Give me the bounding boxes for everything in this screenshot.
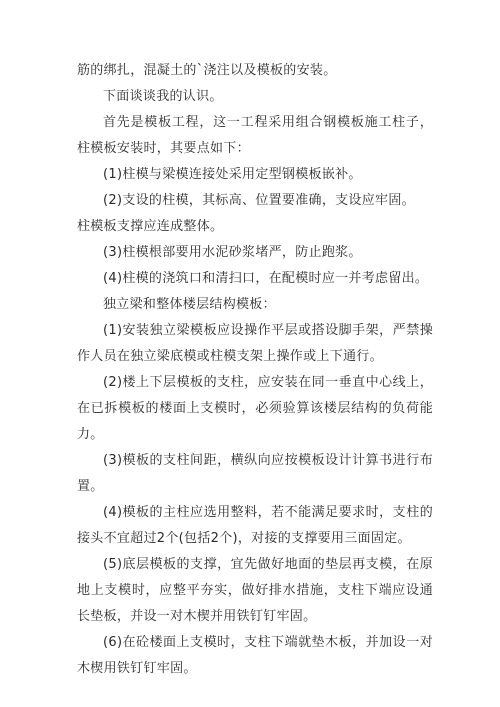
paragraph-3: 首先是模板工程，这一工程采用组合钢模板施工柱子，柱模板安装时，其要点如下： bbox=[77, 115, 433, 156]
paragraph-11: (2)楼上下层模板的支柱，应安装在同一垂直中心线上，在已拆模板的楼面上支模时，必须验算该楼层结构的负荷能力。 bbox=[77, 375, 433, 442]
paragraph-2: 下面谈谈我的认识。 bbox=[103, 89, 223, 104]
paragraph-4: (1)柱模与梁模连接处采用定型钢模板嵌补。 bbox=[103, 167, 362, 182]
paragraph-5: (2)支设的柱模，其标高、位置要准确，支设应牢固。 bbox=[103, 193, 415, 208]
document-body bbox=[77, 58, 433, 682]
paragraph-13: (4)模板的主柱应选用整料，若不能满足要求时，支柱的接头不宜超过2个(包括2个)，对接的支撑要用三面固定。 bbox=[77, 505, 433, 546]
paragraph-15: (6)在砼楼面上支模时，支柱下端就垫木板，并加设一对木楔用铁钉钉牢固。 bbox=[77, 635, 433, 676]
paragraph-9: 独立梁和整体楼层结构模板： bbox=[103, 297, 276, 312]
paragraph-10: (1)安装独立梁模板应设操作平层或搭设脚手架，严禁操作人员在独立梁底模或柱模支架上操作或上下通行。 bbox=[77, 323, 433, 364]
paragraph-12: (3)模板的支柱间距，横纵向应按模板设计计算书进行布置。 bbox=[77, 453, 433, 494]
paragraph-7: (3)柱模根部要用水泥砂浆堵严，防止跑浆。 bbox=[103, 245, 362, 260]
paragraph-14: (5)底层模板的支撑，宜先做好地面的垫层再支模，在原地上支模时，应整平夯实，做好排水措施，支柱下端应设通长垫板，并设一对木楔并用铁钉钉牢固。 bbox=[77, 557, 433, 624]
paragraph-6: 柱模板支撑应连成整体。 bbox=[77, 219, 224, 234]
paragraph-1: 筋的绑扎，混凝土的`浇注以及模板的安装。 bbox=[77, 63, 337, 78]
paragraph-8: (4)柱模的浇筑口和清扫口，在配模时应一并考虑留出。 bbox=[103, 271, 429, 286]
